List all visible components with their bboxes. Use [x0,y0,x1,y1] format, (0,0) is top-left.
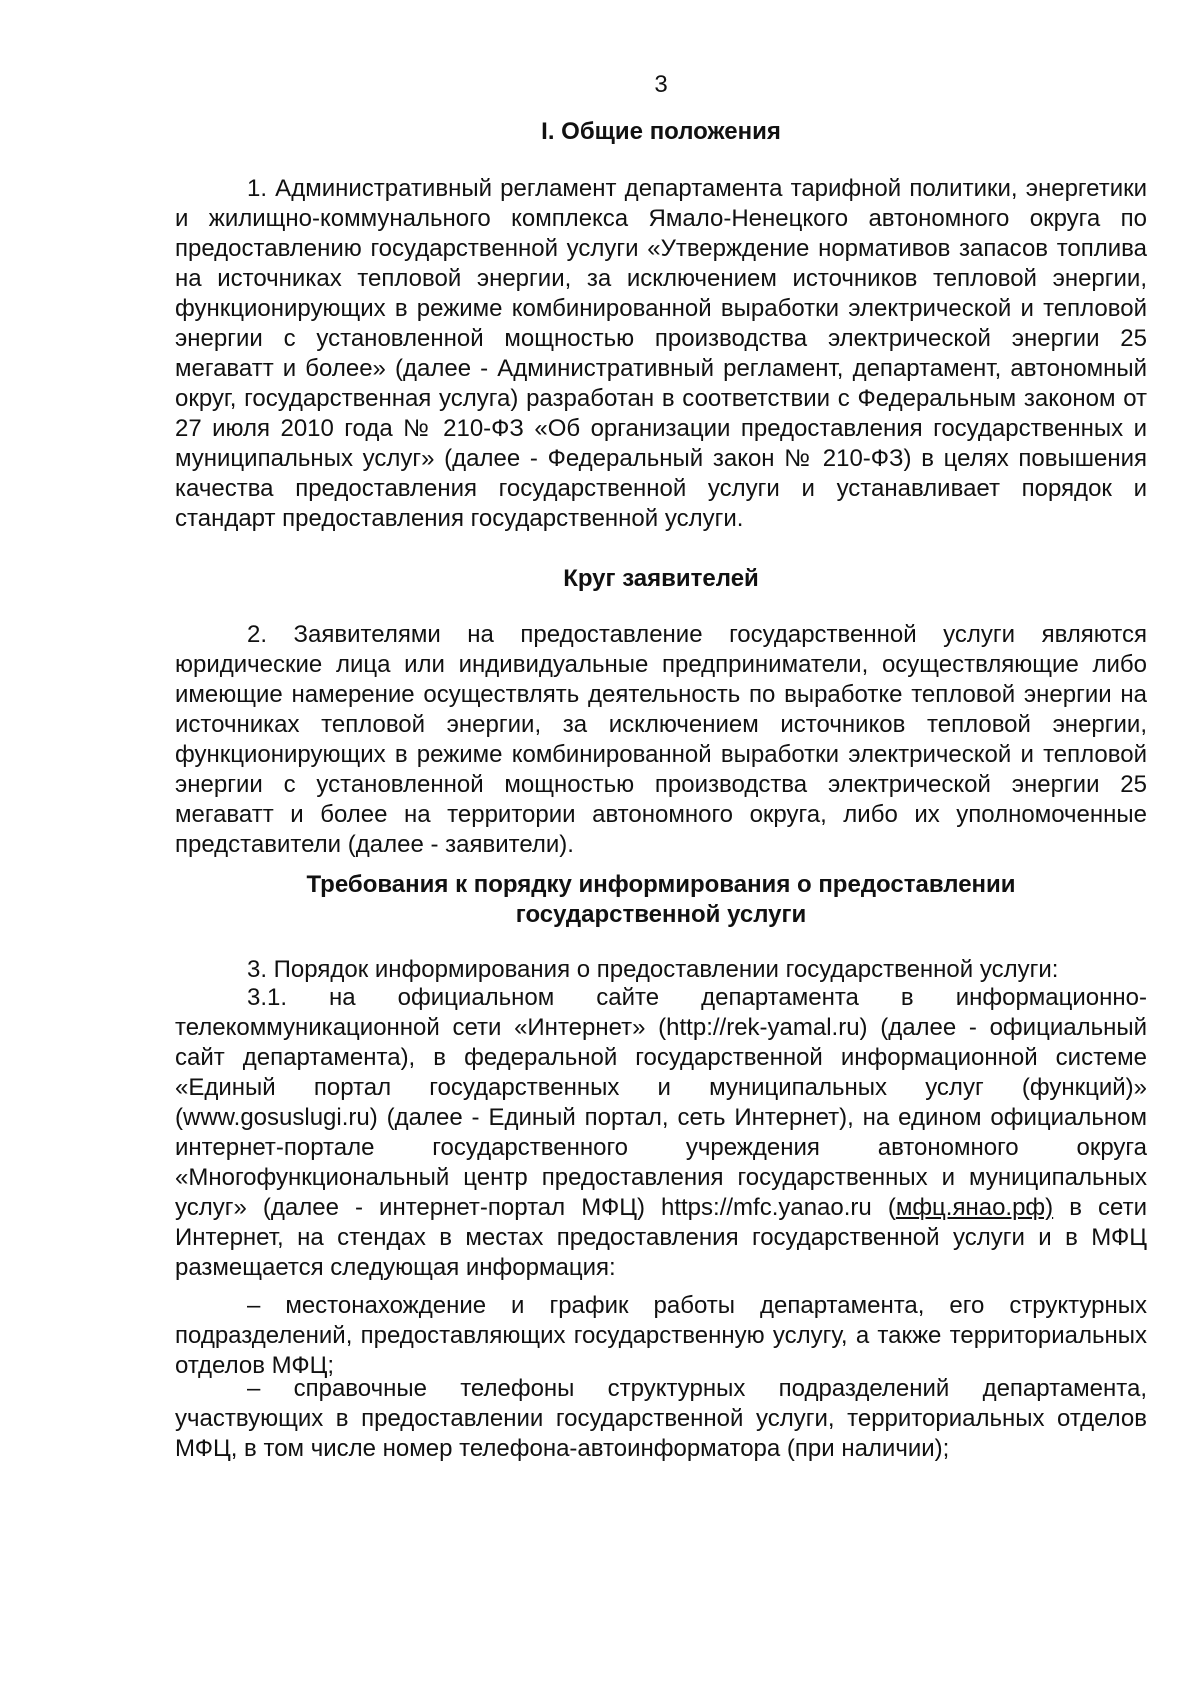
paragraph-3-1 [175,983,1147,1283]
paragraph-2: 2. Заявителями на предоставление государственной услуги являются юридические лица или индивидуальные предприниматели, осуществляющие либо имеющие намерение осуществлять деятельность по выработке тепловой энергии на источниках тепловой энергии, за исключением источников тепловой энергии, функционирующих в режиме комбинированной выработки электрической и тепловой энергии с установленной мощностью производства электрической энергии 25 мегаватт и более на территории автономного округа, либо их уполномоченные представители (далее - заявители). [175,621,1147,858]
paragraph-3-1-text-b: в сети Интернет, на стендах в местах предоставления государственной услуги и в МФЦ размещается следующая информация: [175,1194,1147,1281]
paragraph-1: 1. Административный регламент департамента тарифной политики, энергетики и жилищно-коммунального комплекса Ямало-Ненецкого автономного округа по предоставлению государственной услуги «Утверждение нормативов запасов топлива на источниках тепловой энергии, за исключением источников тепловой энергии, функционирующих в режиме комбинированной выработки электрической и тепловой энергии с установленной мощностью производства электрической энергии 25 мегаватт и более» (далее - Административный регламент, департамент, автономный округ, государственная услуга) разработан в соответствии с Федеральным законом от 27 июля 2010 года № 210-ФЗ «Об организации предоставления государственных и муниципальных услуг» (далее - Федеральный закон № 210-ФЗ) в целях повышения качества предоставления государственной услуги и устанавливает порядок и стандарт предоставления государственной услуги. [175,175,1147,532]
paragraph-3-1-text-a: 3.1. на официальном сайте департамента в информационно-телекоммуникационной сети «Интернет» (http://rek-yamal.ru) (далее - официальный сайт департамента), в федеральной государственной информационной системе «Единый портал государственных и муниципальных услуг (функций)» (www.gosuslugi.ru) (далее - Единый портал, сеть Интернет), на едином официальном интернет-портале государственного учреждения автономного округа «Многофункциональный центр предоставления государственных и муниципальных услуг» (далее - интернет-портал МФЦ) https://mfc.yanao.ru ( [175,984,1147,1221]
heading-line-1: Требования к порядку информирования о предоставлении [306,871,1016,898]
document-page [175,0,1147,1696]
paragraph-3: 3. Порядок информирования о предоставлении государственной услуги: [247,956,1059,983]
page-number: 3 [654,71,668,98]
paragraph-list-item-2: – справочные телефоны структурных подразделений департамента, участвующих в предоставлении государственной услуги, территориальных отделов МФЦ, в том числе номер телефона-автоинформатора (при наличии); [175,1375,1147,1462]
heading-line-2: государственной услуги [515,901,807,928]
mfc-link[interactable]: мфц.янао.рф) [895,1194,1054,1221]
section-heading-applicants: Круг заявителей [563,565,759,592]
section-heading-general-provisions: I. Общие положения [541,118,781,145]
section-heading-information-requirements [175,870,1147,930]
paragraph-list-item-1: – местонахождение и график работы департамента, его структурных подразделений, предоставляющих государственную услугу, а также территориальных отделов МФЦ; [175,1292,1147,1379]
